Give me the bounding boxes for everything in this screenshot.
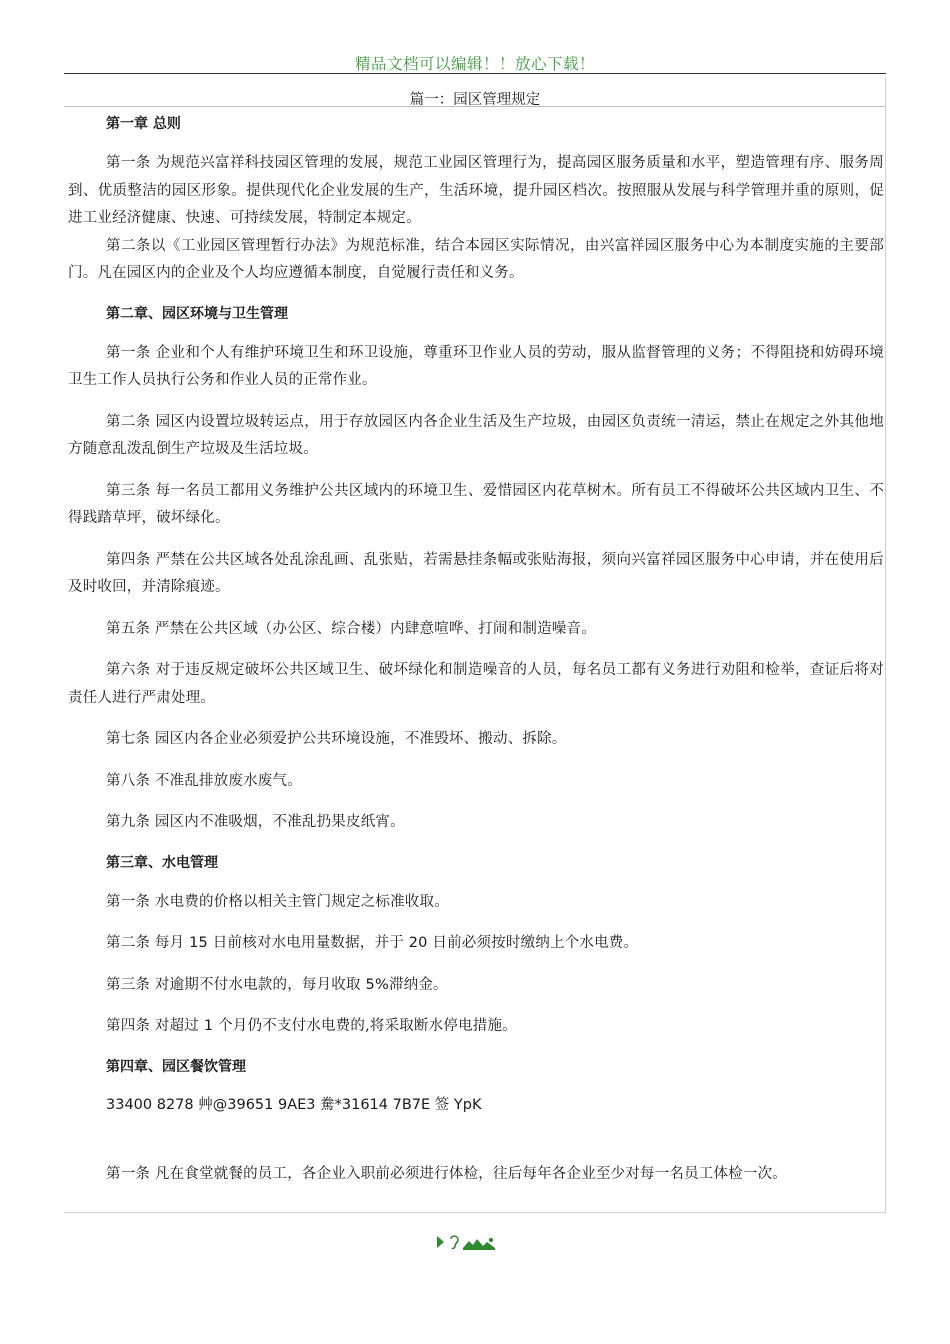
chapter-3-article-2: 第二条 每月 15 日前核对水电用量数据，并于 20 日前必须按时缴纳上个水电费。: [106, 935, 639, 951]
chapter-2-article-3: 第三条 每一名员工都用义务维护公共区域内的环境卫生、爱惜园区内花草树木。所有员工不得破坏公共区域内卫生、不得践踏草坪，破坏绿化。: [68, 482, 884, 526]
chapter-2-article-4: 第四条 严禁在公共区域各处乱涂乱画、乱张贴，若需悬挂条幅或张贴海报，须向兴富祥园区服务中心申请，并在使用后及时收回，并清除痕迹。: [68, 551, 884, 595]
chapter-3-article-1: 第一条 水电费的价格以相关主管门规定之标准收取。: [106, 893, 449, 910]
chapter-4-article-1: 第一条 凡在食堂就餐的员工，各企业入职前必须进行体检，往后每年各企业至少对每一名员工体检一次。: [106, 1165, 788, 1182]
chapter-3-title: 第三章、水电管理: [106, 854, 218, 871]
chapter-2-article-1: 第一条 企业和个人有维护环境卫生和环卫设施，尊重环卫作业人员的劳动，服从监督管理的义务；不得阻挠和妨碍环境卫生工作人员执行公务和作业人员的正常作业。: [68, 344, 884, 388]
document-title: 篇一：园区管理规定: [409, 92, 541, 108]
document-body: [68, 112, 884, 1188]
garbled-code-line: 33400 8278 艸@39651 9AE3 駦*31614 7B7E 签 YpK: [106, 1096, 482, 1113]
chapter-4-title: 第四章、园区餐饮管理: [106, 1058, 246, 1075]
chapter-3-article-3: 第三条 对逾期不付水电款的，每月收取 5%滞纳金。: [106, 976, 448, 993]
play-arrow-icon: [437, 1236, 444, 1248]
chapter-2-article-7: 第七条 园区内各企业必须爱护公共环境设施，不准毁坏、搬动、拆除。: [106, 731, 567, 747]
chapter-2-article-5: 第五条 严禁在公共区域（办公区、综合楼）内肆意喧哗、打闹和制造噪音。: [106, 620, 596, 637]
chapter-1-title: 第一章 总则: [106, 116, 181, 132]
footer-icon-strip: [436, 1233, 506, 1253]
chapter-3-article-4: 第四条 对超过 1 个月仍不支付水电费的,将采取断水停电措施。: [106, 1018, 517, 1034]
chapter-2-article-8: 第八条 不准乱排放废水废气。: [106, 772, 302, 789]
chapter-1-article-2: 第二条以《工业园区管理暂行办法》为规范标准，结合本园区实际情况，由兴富祥园区服务中心为本制度实施的主要部门。凡在园区内的企业及个人均应遵循本制度，自觉履行责任和义务。: [68, 237, 884, 281]
landscape-logo-icon: [463, 1238, 495, 1250]
chapter-2-article-6: 第六条 对于违反规定破坏公共区域卫生、破坏绿化和制造噪音的人员，每名员工都有义务进行劝阻和检举，查证后将对责任人进行严肃处理。: [68, 662, 884, 706]
chapter-1-article-1: 第一条 为规范兴富祥科技园区管理的发展，规范工业园区管理行为，提高园区服务质量和水平，塑造管理有序、服务周到、优质整洁的园区形象。提供现代化企业发展的生产，生活环境，提升园区档次。按照服从发展与科学管理并重的原则，促进工业经济健康、快速、可持续发展，特制定本规定。: [68, 155, 884, 226]
download-banner: 精品文档可以编辑！！放心下载！: [354, 55, 595, 73]
footer-icons: [436, 1233, 506, 1253]
ear-icon: [451, 1236, 458, 1248]
header-rule: [64, 73, 886, 74]
chapter-2-article-2: 第二条 园区内设置垃圾转运点，用于存放园区内各企业生活及生产垃圾，由园区负责统一清运，禁止在规定之外其他地方随意乱泼乱倒生产垃圾及生活垃圾。: [68, 413, 884, 457]
chapter-2-title: 第二章、园区环境与卫生管理: [106, 305, 288, 322]
chapter-2-article-9: 第九条 园区内不准吸烟，不准乱扔果皮纸宵。: [106, 814, 405, 830]
